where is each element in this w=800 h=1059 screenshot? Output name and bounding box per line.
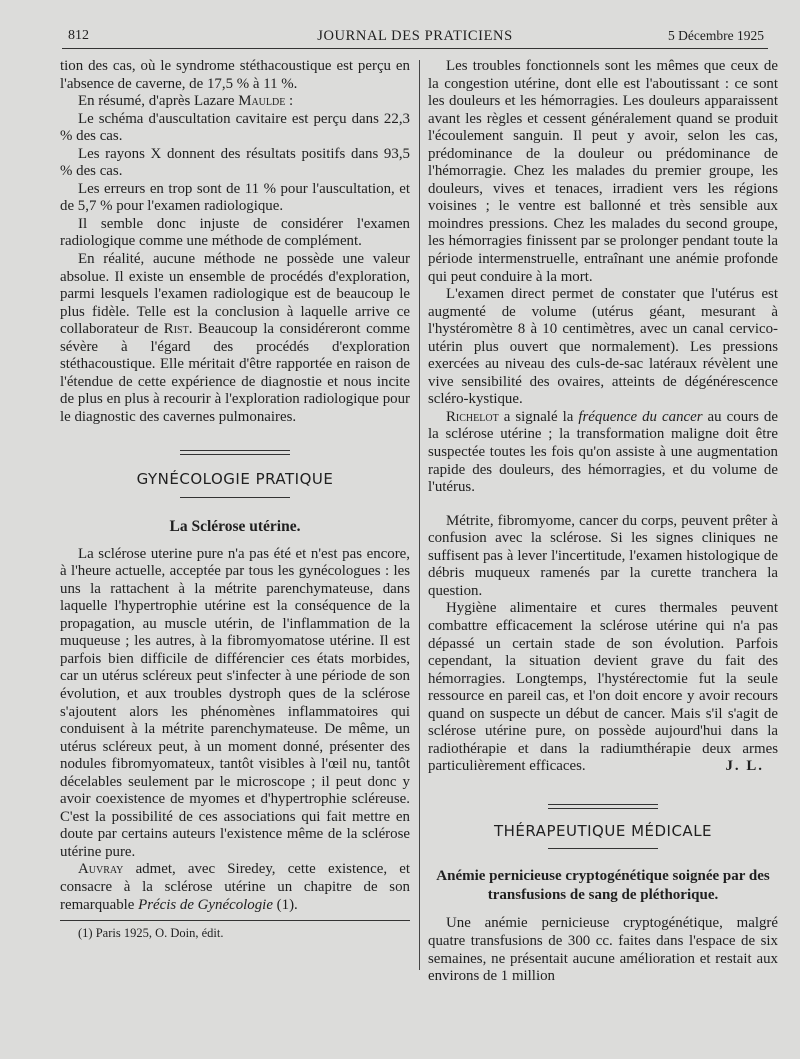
paragraph: Les troubles fonctionnels sont les mêmes que ceux de la congestion utérine, dont elle est l'aboutissant : ce sont les douleurs et les hémorragies. Les douleurs apparaissent avant les règles et cessent généralement quand se produit l'écoulement sanguin. Il peut y avoir, selon les cas, prédominance de la douleur ou prédominance de l'hémorragie. Chez les malades du premier groupe, les douleurs, vives et tenaces, irradient vers les régions voisines ; le ventre est ballonné et très sensible aux moindres pressions. Chez les malades du second groupe, les hémorragies finissent par se prolonger pendant toute la période intermenstruelle, entraînant une anémie profonde qui peut conduire à la mort. (428, 58, 778, 285)
paragraph: En résumé, d'après Lazare Maulde : (78, 93, 294, 110)
paragraph: Il semble donc injuste de considérer l'examen radiologique comme une méthode de complément. (60, 215, 410, 250)
paragraph: Métrite, fibromyome, cancer du corps, peuvent prêter à confusion avec la sclérose. Si les signes cliniques ne suffisent pas à lever l'incertitude, l'examen histologique de débris muqueux ramenés par la curette tranchera la question. (428, 512, 778, 599)
issue-date: 5 Décembre 1925 (668, 28, 764, 43)
left-column (60, 58, 410, 943)
paragraph: tion des cas, où le syndrome stéthacoustique est perçu en l'absence de caverne, de 17,5 % à 11 %. (60, 58, 410, 92)
section-heading: THÉRAPEUTIQUE MÉDICALE (493, 821, 713, 840)
author-name: Maulde (238, 93, 286, 110)
page-header (62, 22, 768, 49)
right-column (428, 58, 778, 986)
emphasis: fréquence du cancer (578, 408, 703, 425)
journal-title: JOURNAL DES PRATICIENS (317, 28, 513, 44)
author-name: Auvray (78, 861, 124, 878)
paragraph: Une anémie pernicieuse cryptogénétique, malgré quatre transfusions de 300 cc. faites dans l'espace de six semaines, ne présentait aucune amélioration et restait aux environs de 1 million (428, 915, 778, 985)
article-title: Anémie pernicieuse cryptogénétique soignée par des transfusions de sang de pléthorique. (436, 868, 770, 904)
article-title: La Sclérose utérine. (169, 518, 301, 536)
paragraph: Les rayons X donnent des résultats positifs dans 93,5 % des cas. (60, 145, 410, 180)
paragraph: Richelot a signalé la fréquence du cancer au cours de la sclérose utérine ; la transformation maligne doit être suspectée toutes les fois qu'on assiste à une augmentation rapide des douleurs, des hémorragies, et du volume de l'utérus. (428, 408, 778, 496)
author-name: Rist (163, 321, 189, 338)
section-heading: GYNÉCOLOGIE PRATIQUE (136, 470, 334, 489)
paragraph: Le schéma d'auscultation cavitaire est perçu dans 22,3 % des cas. (60, 110, 410, 145)
paragraph: Hygiène alimentaire et cures thermales peuvent combattre efficacement la sclérose utérine qui n'a pas dépassé un certain stade de son évolution. Parfois cependant, la situation devient grave du fait des hémorragies. Longtemps, l'hystérectomie fut la seule ressource en pareil cas, et l'on doit encore y avoir recours quand on suspecte un début de cancer. Mais s'il s'agit de sclérose utérine pure, on possède aujourd'hui dans la radiothérapie et dans la radiumthérapie deux armes particulièrement efficaces. J. L. (428, 600, 778, 775)
author-name: Richelot (446, 408, 499, 425)
author-signature: J. L. (725, 758, 764, 775)
column-divider (419, 60, 420, 970)
paragraph: En réalité, aucune méthode ne possède une valeur absolue. Il existe un ensemble de procédés d'exploration, parmi lesquels l'examen radiologique est de beaucoup le plus fidèle. Telle est la conclusion à laquelle arrive ce collaborateur de Rist. Beaucoup la considéreront comme sévère à l'égard des procédés d'exploration stéthacoustique. Elle méritait d'être rapportée en raison de l'étendue de cette expérience de diagnostie et nous incite de plus en plus à recourir à l'exploration radiologique pour le diagnostic des cavernes pulmonaires. (60, 251, 410, 425)
paragraph: Les erreurs en trop sont de 11 % pour l'auscultation, et de 5,7 % pour l'examen radiologique. (60, 180, 410, 215)
footnote-divider (60, 920, 410, 921)
paragraph: L'examen direct permet de constater que l'utérus est augmenté de volume (utérus géant, mesurant à l'hystéromètre 8 à 10 centimètres, avec un canal cervico-utérin plus ouvert que normalement). Les pressions exercées au niveau des culs-de-sac latéraux révèlent une vive sensibilité des ovaires, atteints de dégénérescence scléro-kystique. (428, 286, 778, 408)
paragraph: La sclérose uterine pure n'a pas été et n'est pas encore, à l'heure actuelle, acceptée par tous les gynécologues : les uns la rattachent à la métrite parenchymateuse, dans laquelle l'hypertrophie utérine est la conséquence de la propagation, au muscle utérin, de l'inflammation de la muqueuse ; les autres, à la fibromyomatose utérine. Il est parfois bien difficile de différencier ces états morbides, car un utérus scléreux peut s'infecter à une période de son évolution, et aux troubles dystroph ques de la sclérose s'ajoutent alors les phénomènes inflammatoires qui conduisent à la métrite parenchymateuse. De même, un utérus scléreux peut, à un moment donné, présenter des nodules fibromyomateux, tantôt visibles à l'œil nu, tantôt décelables seulement par le microscope ; il peut donc y avoir coexistence de myomes et d'hypertrophie scléreuse. C'est la possibilité de ces associations qui fait mettre en doute par certains auteurs l'existence même de la sclérose utérine pure. (60, 545, 410, 860)
paragraph: Auvray admet, avec Siredey, cette existence, et consacre à la sclérose utérine un chapitre de son remarquable Précis de Gynécologie (1). (60, 861, 410, 913)
book-title: Précis de Gynécologie (138, 896, 273, 913)
page-number: 812 (68, 28, 89, 43)
footnote: (1) Paris 1925, O. Doin, édit. (78, 926, 224, 941)
